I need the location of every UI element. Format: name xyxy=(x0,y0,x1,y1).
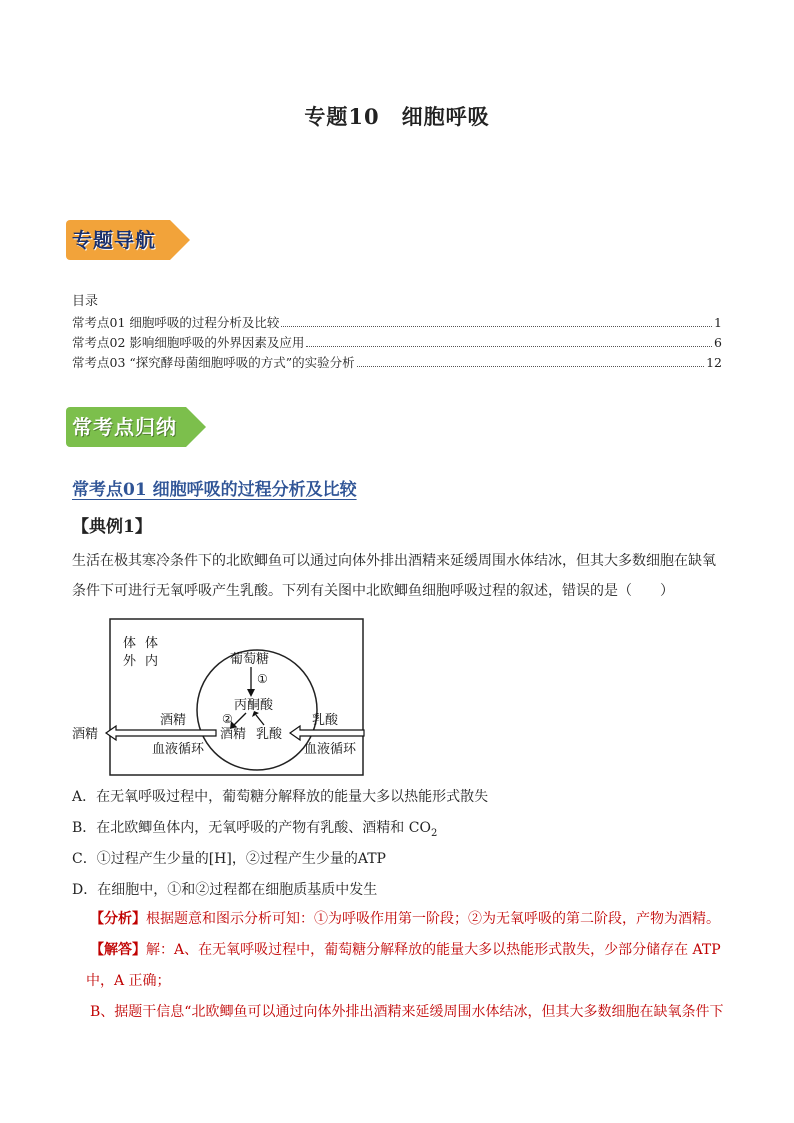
banner-label: 专题导航 xyxy=(72,228,156,252)
analysis-tag: 【分析】 xyxy=(90,911,146,927)
solution-continuation: B、据题干信息“北欧鲫鱼可以通过向体外排出酒精来延缓周围水体结冰，但其大多数细胞在缺氧条件下 xyxy=(90,1004,724,1020)
outside-label-bottom: 外 xyxy=(123,653,137,668)
blood-circulation-left: 血液循环 xyxy=(152,741,205,756)
option-a[interactable]: A．在无氧呼吸过程中，葡萄糖分解释放的能量大多以热能形式散失 xyxy=(72,789,489,805)
ethanol-blood-label: 酒精 xyxy=(160,712,187,727)
respiration-diagram xyxy=(68,617,368,777)
example-label: 【典例1】 xyxy=(72,517,152,537)
blood-circulation-right: 血液循环 xyxy=(304,741,357,756)
toc-item-1[interactable]: 常考点01 细胞呼吸的过程分析及比较 1 xyxy=(72,315,722,330)
toc-page-number: 1 xyxy=(714,315,722,330)
inside-label-top: 体 xyxy=(145,635,159,650)
toc-item-2[interactable]: 常考点02 影响细胞呼吸的外界因素及应用 6 xyxy=(72,335,722,350)
banner-label: 常考点归纳 xyxy=(72,415,177,439)
analysis-paragraph: 【分析】根据题意和图示分析可知：①为呼吸作用第一阶段；②为无氧呼吸的第二阶段，产物为酒精。 xyxy=(90,911,720,927)
question-text: 生活在极其寒冷条件下的北欧鲫鱼可以通过向体外排出酒精来延缓周围水体结冰，但其大多数细胞在缺氧 条件下可进行无氧呼吸产生乳酸。下列有关图中北欧鲫鱼细胞呼吸过程的叙述，错误的是（ ） xyxy=(72,553,716,599)
option-b[interactable]: B．在北欧鲫鱼体内，无氧呼吸的产物有乳酸、酒精和 $CO_2$ xyxy=(72,820,438,839)
table-of-contents xyxy=(72,313,722,373)
lactic-blood-label: 乳酸 xyxy=(312,712,339,727)
option-d[interactable]: D．在细胞中，①和②过程都在细胞质基质中发生 xyxy=(72,882,378,898)
lactic-cell-label: 乳酸 xyxy=(256,726,283,741)
toc-heading: 目录 xyxy=(72,294,99,309)
step1-label: ① xyxy=(257,672,268,686)
page-title: 专题10 细胞呼吸 xyxy=(304,104,490,129)
option-c[interactable]: C．①过程产生少量的[H]，②过程产生少量的ATP xyxy=(72,851,386,867)
outside-label-top: 体 xyxy=(123,635,137,650)
section-title: 常考点01 细胞呼吸的过程分析及比较 xyxy=(72,480,357,500)
pyruvate-label: 丙酮酸 xyxy=(234,697,274,712)
toc-page-number: 6 xyxy=(714,335,722,350)
ethanol-cell-label: 酒精 xyxy=(220,726,247,741)
toc-page-number: 12 xyxy=(706,355,722,370)
step2-label: ② xyxy=(222,712,233,726)
glucose-label: 葡萄糖 xyxy=(230,651,270,666)
inside-label-bottom: 内 xyxy=(145,653,159,668)
solution-paragraph: 【解答】解：A、在无氧呼吸过程中，葡萄糖分解释放的能量大多以热能形式散失，少部分储存在 ATP 中，A 正确； xyxy=(86,942,721,989)
toc-item-3[interactable]: 常考点03 “探究酵母菌细胞呼吸的方式”的实验分析 12 xyxy=(72,355,722,370)
solution-tag: 【解答】 xyxy=(90,942,146,958)
ethanol-outside-label: 酒精 xyxy=(72,726,99,741)
